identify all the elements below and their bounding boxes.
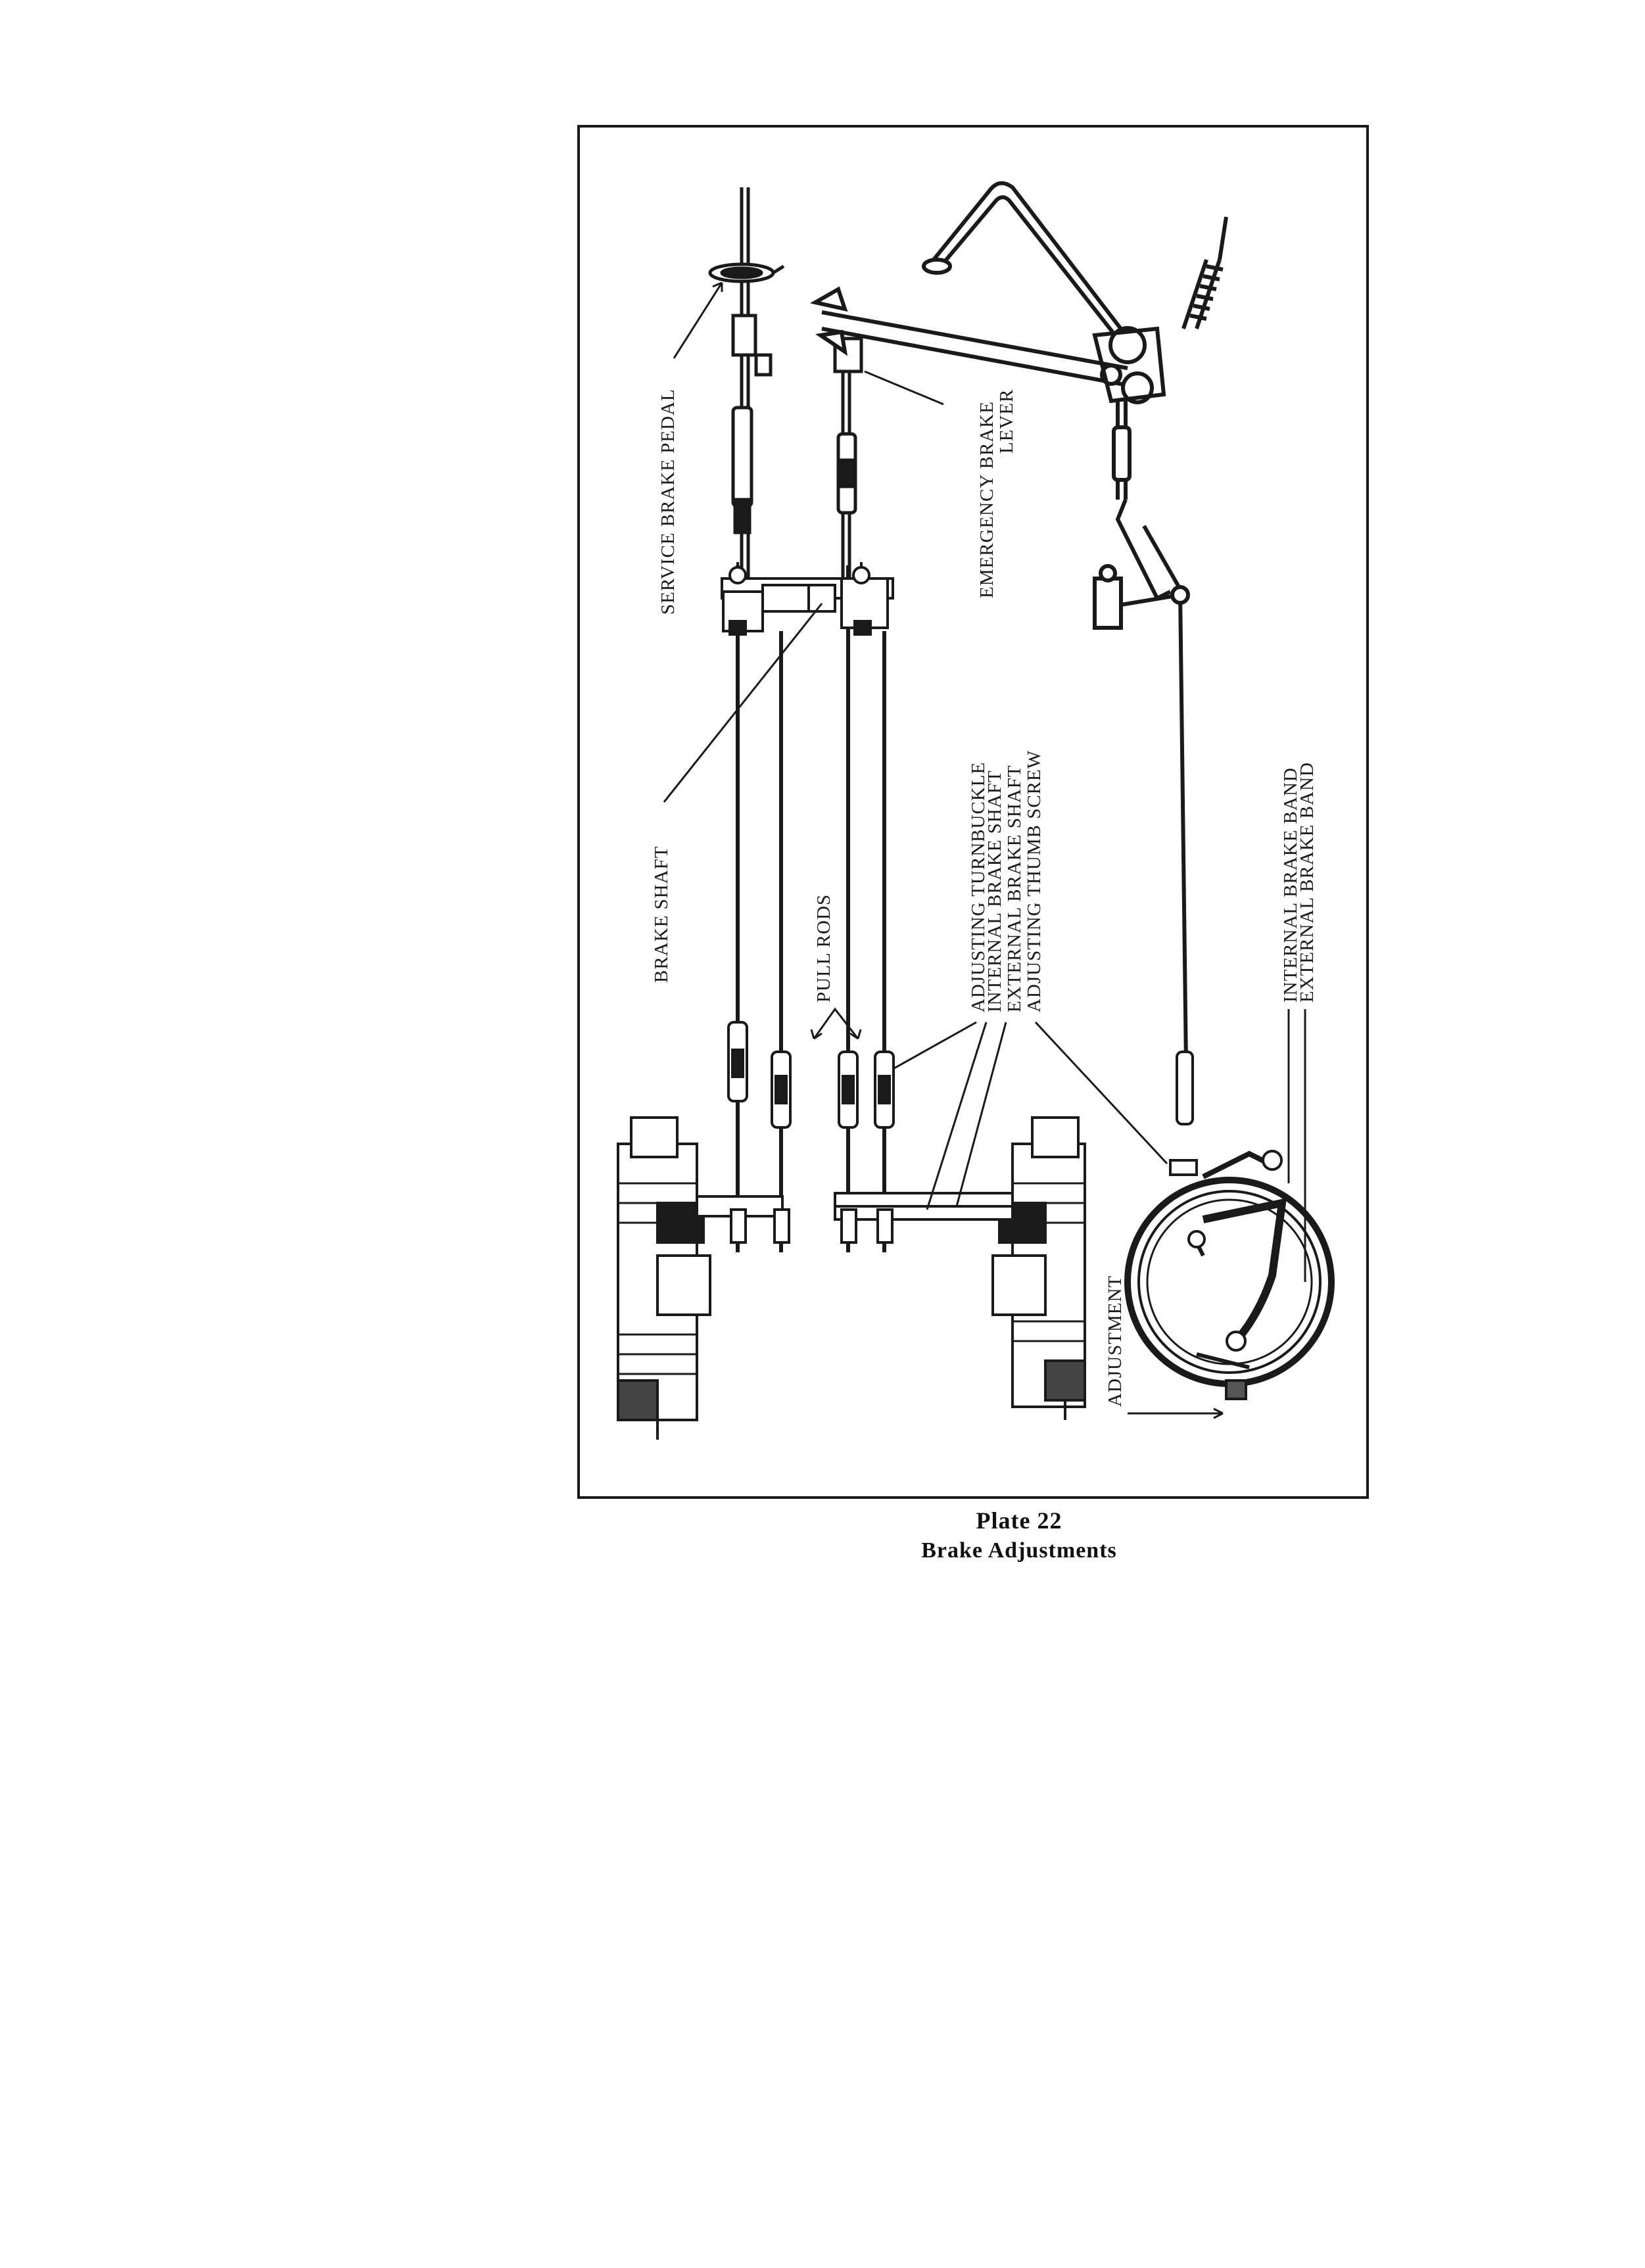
label-emergency-brake-lever-line2: LEVER	[996, 389, 1017, 454]
service-brake-pedal-assembly	[710, 187, 784, 579]
label-emergency-brake-lever-line1: EMERGENCY BRAKE	[976, 401, 997, 598]
pull-rods	[738, 565, 1187, 1252]
label-service-brake-pedal: SERVICE BRAKE PEDAL	[657, 389, 679, 615]
left-brake-drum	[618, 1118, 782, 1440]
right-brake-drum	[835, 1118, 1085, 1420]
label-internal-brake-band: INTERNAL BRAKE BAND	[1280, 767, 1301, 1003]
label-brake-shaft: BRAKE SHAFT	[651, 845, 672, 983]
label-external-brake-band: EXTERNAL BRAKE BAND	[1297, 762, 1318, 1003]
label-adjusting-turnbuckle: ADJUSTING TURNBUCKLE	[968, 761, 989, 1012]
emergency-brake-lever	[815, 183, 1226, 628]
turnbuckles	[728, 1022, 1193, 1127]
emergency-lever-rod	[835, 339, 861, 579]
label-pull-rods: PULL RODS	[813, 893, 834, 1003]
label-adjustment: ADJUSTMENT	[1105, 1275, 1126, 1407]
brake-band-assembly	[1128, 1151, 1331, 1399]
plate-number: Plate 22	[976, 1507, 1062, 1534]
label-external-brake-shaft: EXTERNAL BRAKE SHAFT	[1004, 765, 1025, 1012]
label-internal-brake-shaft: INTERNAL BRAKE SHAFT	[984, 770, 1005, 1012]
plate-title: Brake Adjustments	[921, 1538, 1117, 1563]
label-adjusting-thumb-screw: ADJUSTING THUMB SCREW	[1024, 749, 1045, 1012]
